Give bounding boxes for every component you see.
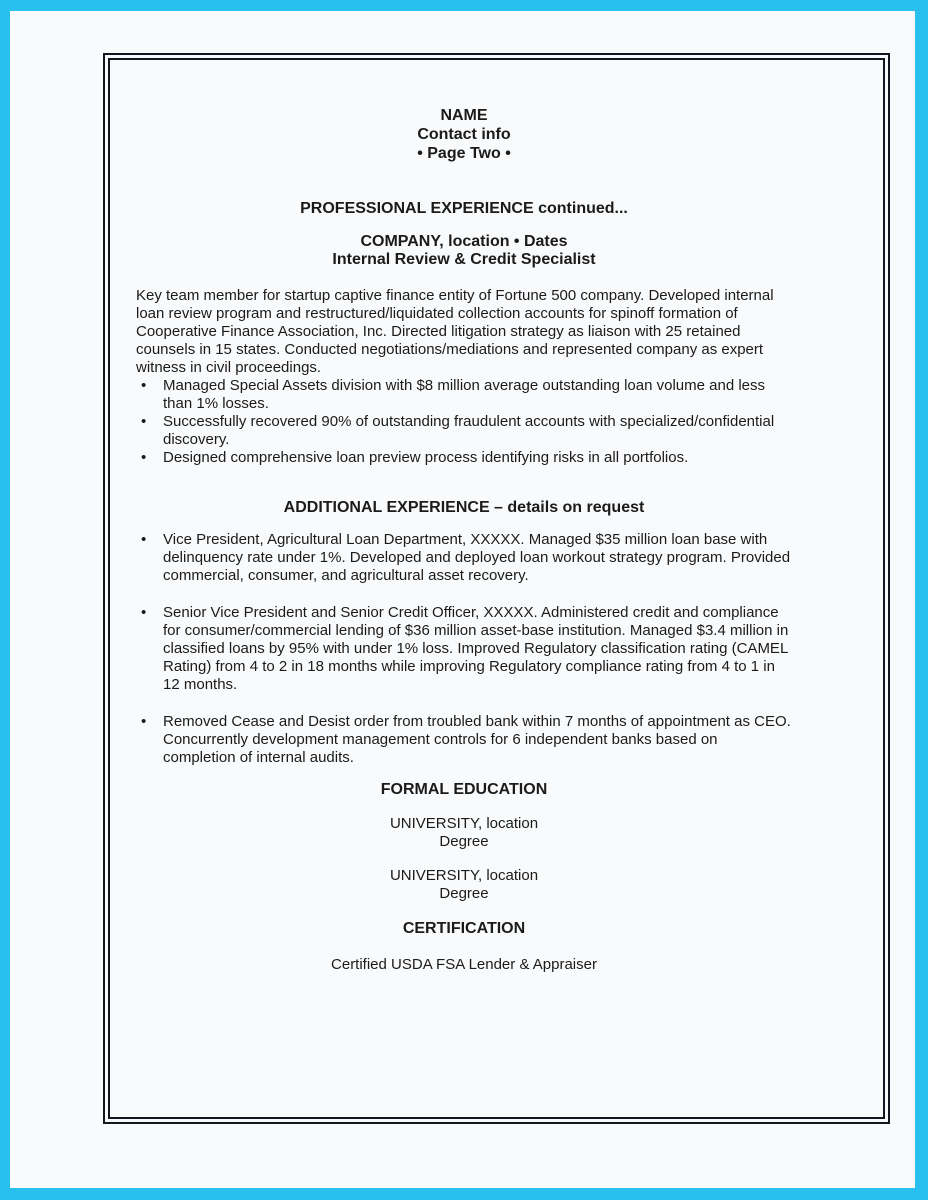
degree: Degree — [439, 885, 489, 902]
experience-bullet-text: Designed comprehensive loan preview process identifying risks in all portfolios. — [163, 449, 689, 466]
experience-bullet — [136, 377, 792, 413]
university-name: UNIVERSITY, location — [389, 867, 539, 884]
bullet-icon: • — [141, 531, 147, 548]
university-entry — [136, 815, 792, 851]
degree: Degree — [439, 833, 489, 850]
certification-item: Certified USDA FSA Lender & Appraiser — [331, 956, 597, 973]
experience-bullet-list — [136, 377, 792, 467]
experience-bullet-text: Managed Special Assets division with $8 million average outstanding loan volume and less than 1% losses. — [163, 377, 766, 412]
page-frame — [103, 53, 890, 1124]
additional-bullet-text: Removed Cease and Desist order from troubled bank within 7 months of appointment as CEO. Concurrently development management controls for 6 independent banks based on completion of internal audits. — [163, 713, 791, 766]
bullet-icon: • — [141, 604, 147, 621]
experience-bullet-text: Successfully recovered 90% of outstanding fraudulent accounts with specialized/confidential discovery. — [163, 413, 775, 448]
formal-education-heading: FORMAL EDUCATION — [380, 781, 548, 798]
company-block — [136, 233, 792, 269]
bullet-icon: • — [141, 413, 147, 430]
bullet-icon: • — [141, 377, 147, 394]
additional-bullet — [136, 713, 792, 767]
contact-info: Contact info — [417, 126, 511, 143]
name-heading: NAME — [440, 107, 488, 124]
additional-experience-heading: ADDITIONAL EXPERIENCE – details on request — [283, 499, 645, 516]
bullet-icon: • — [141, 449, 147, 466]
experience-bullet — [136, 413, 792, 449]
university-entry — [136, 867, 792, 903]
additional-bullet-list — [136, 531, 792, 767]
resume-page — [10, 11, 915, 1188]
certification-heading: CERTIFICATION — [402, 920, 526, 937]
page-content — [136, 106, 792, 974]
role-title: Internal Review & Credit Specialist — [332, 251, 596, 268]
additional-bullet-text: Vice President, Agricultural Loan Department, XXXXX. Managed $35 million loan base with delinquency rate under 1%. Developed and deployed loan workout strategy program. Provided commercial, consumer, and agricultural asset recovery. — [163, 531, 791, 584]
page-number: • Page Two • — [417, 145, 511, 162]
resume-header — [136, 106, 792, 163]
university-name: UNIVERSITY, location — [389, 815, 539, 832]
experience-summary: Key team member for startup captive finance entity of Fortune 500 company. Developed internal loan review program and restructured/liquidated collection accounts for spinoff formation of Cooperative Finance Association, Inc. Directed litigation strategy as liaison with 25 retained counsels in 15 states. Conducted negotiations/mediations and represented company as expert witness in civil proceedings. — [136, 287, 774, 376]
experience-bullet — [136, 449, 792, 467]
additional-bullet-text: Senior Vice President and Senior Credit Officer, XXXXX. Administered credit and compliance for consumer/commercial lending of $36 million asset-base institution. Managed $3.4 million in classified loans by 95% with under 1% loss. Improved Regulatory classification rating (CAMEL Rating) from 4 to 2 in 18 months while improving Regulatory compliance rating from 4 to 1 in 12 months. — [163, 604, 789, 693]
professional-experience-heading: PROFESSIONAL EXPERIENCE continued... — [300, 200, 628, 217]
bullet-icon: • — [141, 713, 147, 730]
additional-bullet — [136, 604, 792, 694]
company-line: COMPANY, location • Dates — [360, 233, 568, 250]
additional-bullet — [136, 531, 792, 585]
